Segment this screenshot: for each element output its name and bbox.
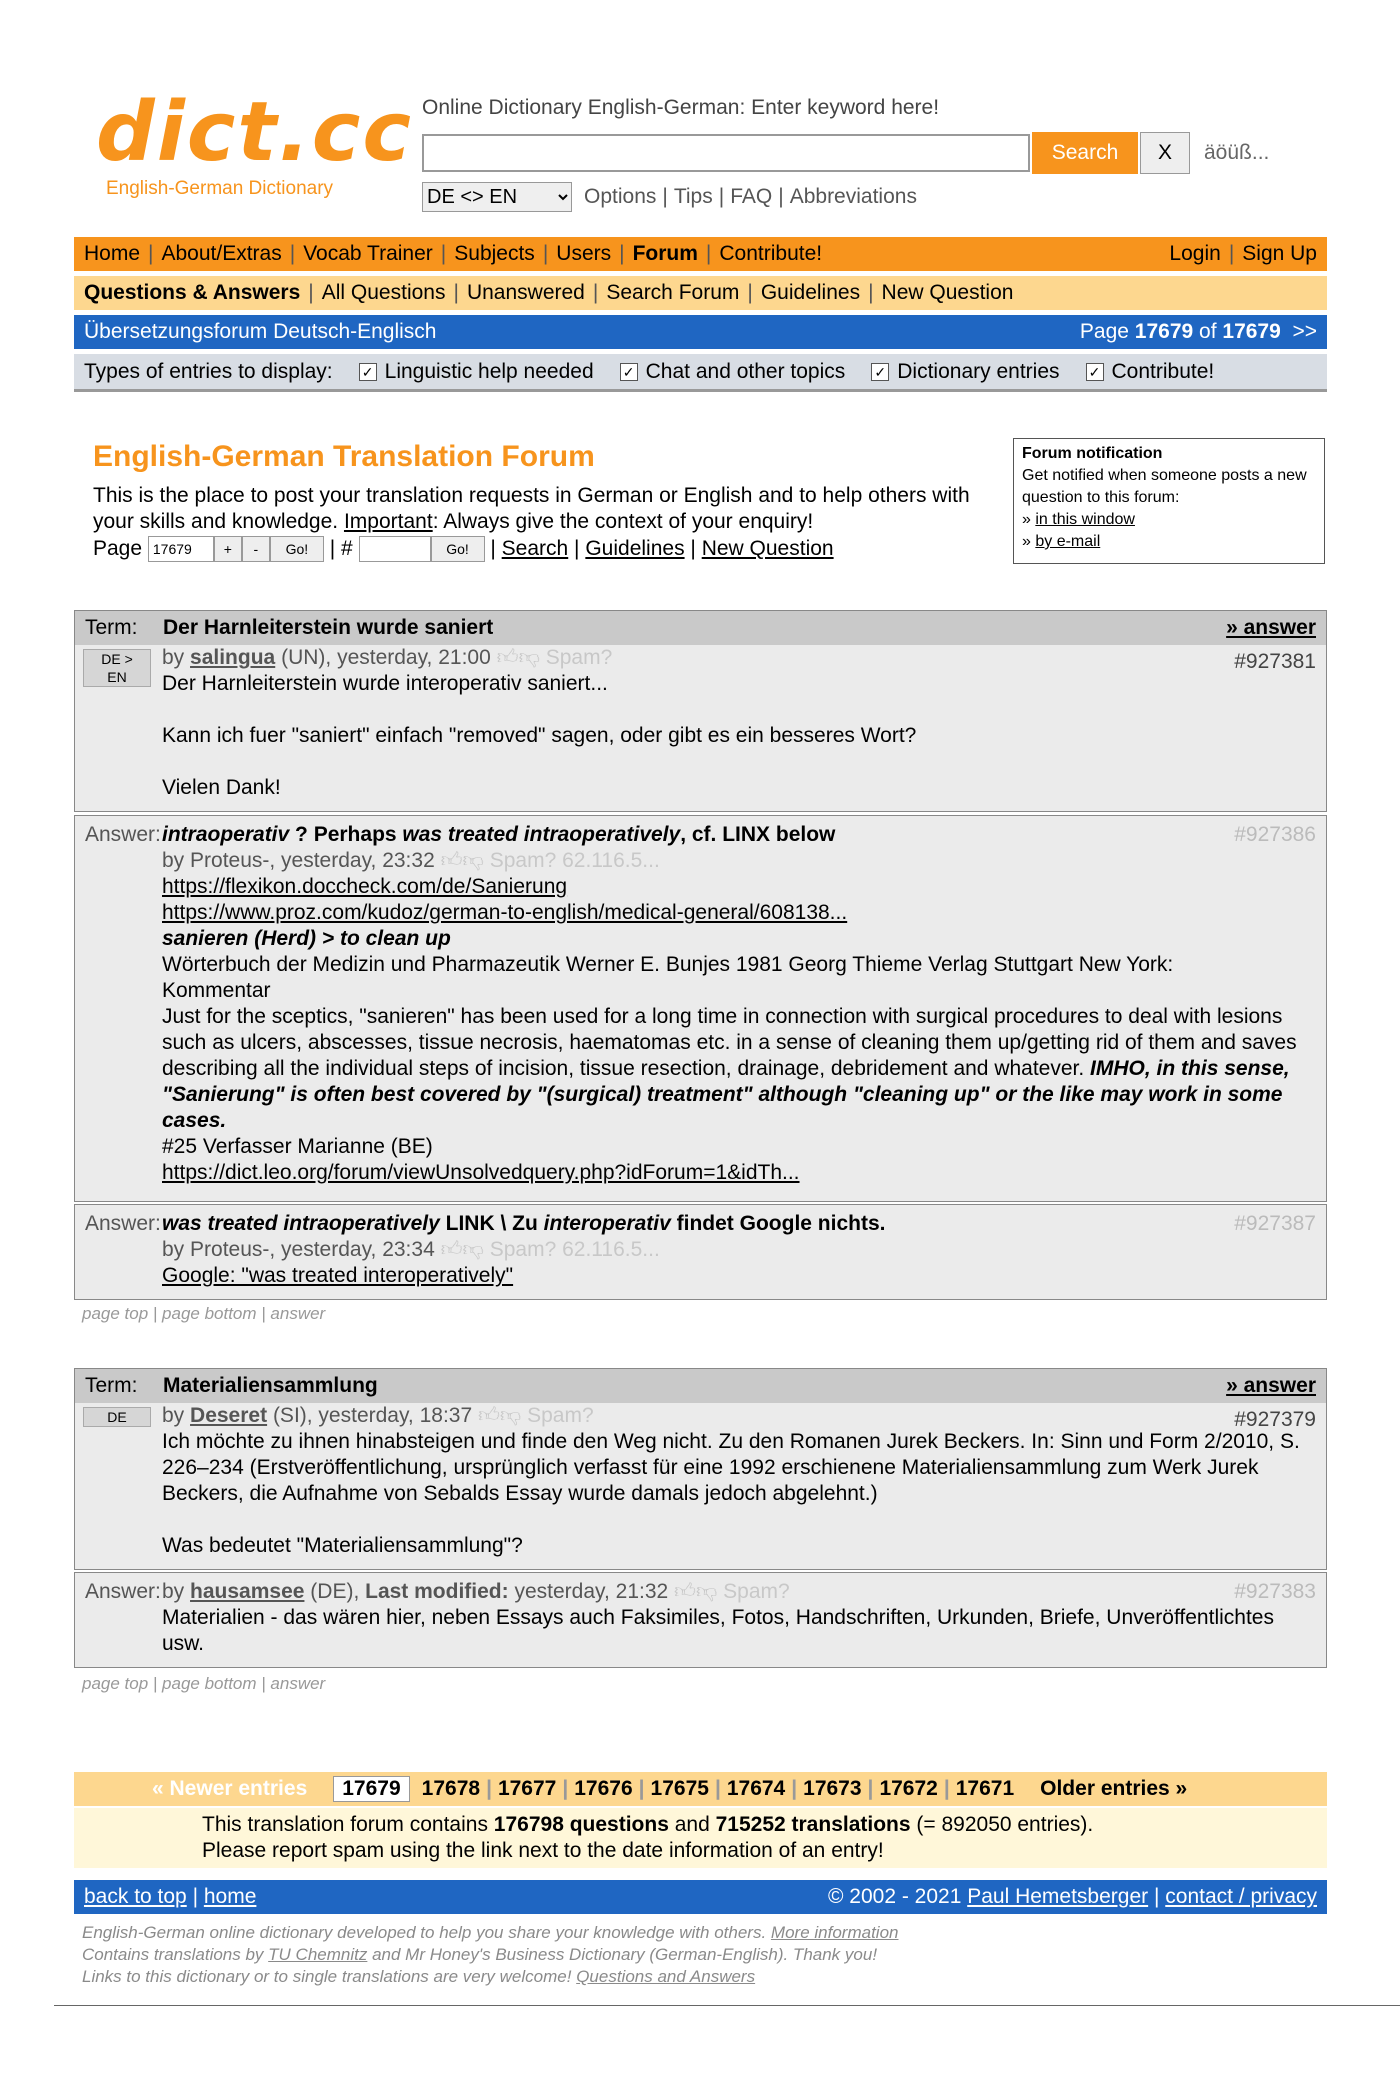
ip-address: 62.116.5... — [562, 1238, 660, 1261]
next-page-link[interactable]: >> — [1292, 320, 1317, 343]
post-number[interactable]: #927383 — [1234, 1580, 1316, 1603]
forum-description: This is the place to post your translation requests in German or English and to help others with your skills and knowledge. Important: Always give the context of your enquiry! — [93, 484, 970, 533]
thumbs-icon[interactable]: 👍︎👎︎ — [496, 646, 540, 669]
nav-subjects[interactable]: Subjects — [454, 242, 535, 265]
term-label: Term: — [85, 616, 138, 639]
answer-link-url[interactable]: https://dict.leo.org/forum/viewUnsolvedquery.php?idForum=1&idTh... — [162, 1161, 800, 1184]
answer-post: Answer: #927386 intraoperativ ? Perhaps was treated intraoperatively, cf. LINX below by Proteus-, yesterday, 23:32 👍︎👎︎ Spam? 62.116.5... https://flexikon.doccheck.com/de/Sanierung https://www.proz.com/kudoz/german-to-english/medical-general/608138... sanieren (Herd) > to clean up Wörterbuch der Medizin und Pharmazeutik Werner E. Bunjes 1981 Georg Thieme Verlag Stuttgart New York: Kommentar Just for the sceptics, "sanieren" has been used for a long time in connection with surgical procedures to deal with lesions such as ulcers, abscesses, tissue necrosis, haematomas etc. in a sense of cleaning them up/getting rid of them and saves describing all the individual steps of incision, tissue resection, drainage, debridement and whatever. IMHO, in this sense, "Sanierung" is often best covered by "(surgical) treatment" although "cleaning up" or the like may work in some cases. #25 Verfasser Marianne (BE) https://dict.leo.org/forum/viewUnsolvedquery.php?idForum=1&idTh... — [85, 823, 1316, 1184]
post-text: Kann ich fuer "saniert" einfach "removed" sagen, oder gibt es ein besseres Wort? — [162, 724, 917, 747]
post-number[interactable]: #927386 — [1234, 823, 1316, 846]
pagination: « Newer entries 17679 17678 | 17677 | 17676 | 17675 | 17674 | 17673 | 17672 | 17671 Older entries » — [74, 1772, 1327, 1806]
answer-link-url[interactable]: Google: "was treated interoperatively" — [162, 1264, 514, 1287]
spam-link[interactable]: Spam? — [723, 1580, 790, 1603]
question-post: DE > EN #927381 by salingua (UN), yesterday, 21:00 👍︎👎︎ Spam? Der Harnleiterstein wurde interoperativ saniert... Kann ich fuer "saniert" einfach "removed" sagen, oder gibt es ein besseres Wort? Vielen Dank! — [75, 645, 1326, 809]
answer-label: Answer: — [85, 1580, 161, 1603]
page-link[interactable]: 17674 — [726, 1777, 786, 1800]
post-text: Vielen Dank! — [162, 776, 281, 799]
nav-users[interactable]: Users — [556, 242, 612, 265]
post-text: Materialien - das wären hier, neben Essays auch Faksimiles, Fotos, Handschriften, Urkunden, Briefe, Unveröffentlichtes usw. — [162, 1606, 1274, 1655]
signup-link[interactable]: Sign Up — [1242, 242, 1317, 265]
thread-footer-links[interactable]: page top | page bottom | answer — [82, 1304, 326, 1323]
login-link[interactable]: Login — [1169, 242, 1221, 265]
answer-label: Answer: — [85, 823, 161, 846]
term-title: Materialiensammlung — [163, 1374, 378, 1397]
page-link[interactable]: 17675 — [650, 1777, 709, 1800]
nav-contribute[interactable]: Contribute! — [719, 242, 823, 265]
abbreviations-link[interactable]: Abbreviations — [789, 185, 917, 208]
type-linguistic[interactable]: Linguistic help needed — [384, 359, 594, 383]
forum-new-question-link[interactable]: New Question — [701, 537, 834, 560]
newer-entries-link[interactable]: « Newer entries — [152, 1777, 308, 1800]
post-number[interactable]: #927381 — [1234, 650, 1316, 673]
footer-bar: back to top | home © 2002 - 2021 Paul Hemetsberger | contact / privacy — [74, 1880, 1327, 1914]
ip-address: 62.116.5... — [562, 849, 660, 872]
thumbs-icon[interactable]: 👍︎👎︎ — [440, 1238, 484, 1261]
entry-hash-label: | # — [329, 537, 353, 560]
more-info-link[interactable]: More information — [770, 1923, 899, 1942]
search-button[interactable]: Search — [1032, 132, 1138, 174]
search-input[interactable] — [422, 134, 1030, 172]
page-link[interactable]: 17673 — [803, 1777, 862, 1800]
post-number[interactable]: #927387 — [1234, 1212, 1316, 1235]
notify-email-link[interactable]: by e-mail — [1035, 533, 1101, 550]
post-text: Der Harnleiterstein wurde interoperativ saniert... — [162, 672, 608, 695]
page-plus-button[interactable]: + — [214, 536, 242, 562]
subnav-questions-answers[interactable]: Questions & Answers — [84, 281, 301, 304]
forum-notification-box: Forum notification Get notified when someone posts a new question to this forum: » in this window » by e-mail — [1013, 438, 1325, 564]
answer-post: Answer: #927387 was treated intraoperatively LINK \ Zu interoperativ findet Google nichts. by Proteus-, yesterday, 23:34 👍︎👎︎ Spam? 62.116.5... Google: "was treated interoperatively" — [85, 1212, 1316, 1287]
type-dictionary[interactable]: Dictionary entries — [897, 359, 1060, 383]
page-link[interactable]: 17671 — [955, 1777, 1015, 1800]
subnav-guidelines[interactable]: Guidelines — [760, 281, 861, 304]
question-post: DE #927379 by Deseret (SI), yesterday, 18:37 👍︎👎︎ Spam? Ich möchte zu ihnen hinabsteigen und finde den Weg nicht. Zu den Romanen Jurek Beckers. In: Sinn und Form 2/2010, S. 226–234 (Erstveröffentlichung, ursprünglich verfasst für eine 1992 erschienene Materialiensammlung zum Werk Jurek Beckers, die Aufnahme von Sebalds Essay wurde damals jedoch abgelehnt.) Was bedeutet "Materialiensammlung"? — [75, 1403, 1326, 1567]
post-text: Ich möchte zu ihnen hinabsteigen und finde den Weg nicht. Zu den Romanen Jurek Beckers. In: Sinn und Form 2/2010, S. 226–234 (Erstveröffentlichung, ursprünglich verfasst für eine 1992 erschienene Materialiensammlung zum Werk Jurek Beckers, die Aufnahme von Sebalds Essay wurde damals jedoch abgelehnt.) — [162, 1430, 1300, 1505]
notification-title: Forum notification — [1022, 445, 1163, 462]
forum-subnav: Questions & Answers | All Questions | Unanswered | Search Forum | Guidelines | New Question — [74, 276, 1327, 310]
language-flag: DE — [83, 1407, 151, 1427]
subnav-search-forum[interactable]: Search Forum — [606, 281, 740, 304]
page-jump: Page 17679 + - Go! | # Go! | Search | Guidelines | New Question — [93, 536, 834, 562]
answer-link[interactable]: » answer — [1226, 616, 1316, 639]
page-link[interactable]: 17676 — [574, 1777, 633, 1800]
page-of: of — [1199, 320, 1217, 343]
notify-window-link[interactable]: in this window — [1035, 511, 1135, 528]
subnav-unanswered[interactable]: Unanswered — [466, 281, 585, 304]
page-jump-label: Page — [93, 537, 143, 560]
entry-go-button[interactable]: Go! — [431, 536, 485, 562]
answer-block — [74, 815, 1327, 1202]
older-entries-link[interactable]: Older entries » — [1040, 1777, 1188, 1800]
spam-link[interactable]: Spam? — [489, 849, 557, 872]
nav-forum[interactable]: Forum — [632, 242, 698, 265]
nav-home[interactable]: Home — [84, 242, 141, 265]
nav-about[interactable]: About/Extras — [161, 242, 282, 265]
page-minus-button[interactable]: - — [242, 536, 270, 562]
thread-footer-links[interactable]: page top | page bottom | answer — [82, 1674, 326, 1693]
type-chat[interactable]: Chat and other topics — [645, 359, 846, 383]
search-area: Online Dictionary English-German: Enter keyword here! Search X äöüß... DE <> EN Options | Tips | FAQ | Abbreviations — [422, 96, 1322, 212]
thumbs-icon[interactable]: 👍︎👎︎ — [477, 1404, 522, 1427]
language-flag: DE > EN — [83, 649, 151, 687]
user-link[interactable]: salingua — [190, 646, 276, 669]
back-to-top-link[interactable]: back to top — [84, 1885, 187, 1908]
checkbox-contribute[interactable]: ✓ — [1086, 363, 1104, 381]
term-title: Der Harnleiterstein wurde saniert — [163, 616, 494, 639]
forum-stats: This translation forum contains 176798 questions and 715252 translations (= 892050 entries). Please report spam using the link next to the date information of an entry! — [74, 1808, 1327, 1868]
fine-print: English-German online dictionary developed to help you share your knowledge with others. More information Contains translations by TU Chemnitz and Mr Honey's Business Dictionary (German-English). Thank you! Links to this dictionary or to single translations are very welcome! Questions and Answers — [82, 1923, 899, 1986]
search-prompt: Online Dictionary English-German: Enter keyword here! — [422, 96, 940, 119]
page-link[interactable]: 17678 — [421, 1777, 481, 1800]
checkbox-linguistic[interactable]: ✓ — [359, 363, 377, 381]
entry-type-filter — [74, 354, 1327, 392]
qa-link[interactable]: Questions and Answers — [576, 1967, 756, 1986]
page-number-input[interactable] — [148, 536, 214, 562]
spam-link[interactable]: Spam? — [545, 646, 613, 669]
page-go-button[interactable]: Go! — [270, 536, 324, 562]
thread-question — [74, 1368, 1327, 1570]
author-link[interactable]: Paul Hemetsberger — [967, 1885, 1149, 1908]
user-link[interactable]: hausamsee — [190, 1580, 305, 1603]
page-link[interactable]: 17677 — [497, 1777, 557, 1800]
checkbox-chat[interactable]: ✓ — [620, 363, 638, 381]
answer-link-url[interactable]: https://www.proz.com/kudoz/german-to-english/medical-general/608138... — [162, 901, 848, 924]
faq-link[interactable]: FAQ — [730, 185, 773, 208]
answer-label: Answer: — [85, 1212, 161, 1235]
logo[interactable] — [96, 85, 416, 200]
logo-text[interactable]: dict.cc — [96, 85, 413, 180]
types-label: Types of entries to display: — [84, 359, 333, 383]
thumbs-icon[interactable]: 👍︎👎︎ — [440, 849, 484, 872]
nav-vocab-trainer[interactable]: Vocab Trainer — [303, 242, 433, 265]
page-link[interactable]: 17672 — [879, 1777, 938, 1800]
thread-question — [74, 610, 1327, 812]
contact-link[interactable]: contact / privacy — [1165, 1885, 1317, 1908]
spam-link[interactable]: Spam? — [489, 1238, 557, 1261]
post-number[interactable]: #927379 — [1234, 1408, 1316, 1431]
logo-subtitle: English-German Dictionary — [106, 178, 334, 199]
post-text: Was bedeutet "Materialiensammlung"? — [162, 1534, 523, 1557]
answer-block — [74, 1572, 1327, 1668]
page-total: 17679 — [1222, 320, 1281, 343]
thumbs-icon[interactable]: 👍︎👎︎ — [674, 1580, 718, 1603]
copyright: © 2002 - 2021 — [827, 1885, 962, 1908]
home-link[interactable]: home — [203, 1885, 257, 1908]
options-link[interactable]: Options — [584, 185, 657, 208]
term-header — [75, 1369, 1326, 1403]
tu-chemnitz-link[interactable]: TU Chemnitz — [268, 1945, 368, 1964]
page-link[interactable]: 17679 — [333, 1776, 409, 1802]
main-nav: Home | About/Extras | Vocab Trainer | Subjects | Users | Forum | Contribute! Login | Sign Up — [74, 237, 1327, 271]
answer-post: Answer: #927383 by hausamsee (DE), Last modified: yesterday, 21:32 👍︎👎︎ Spam? Materialien - das wären hier, neben Essays auch Faksimiles, Fotos, Handschriften, Urkunden, Briefe, Unveröffentlichtes usw. — [85, 1580, 1316, 1655]
answer-link[interactable]: » answer — [1226, 1374, 1316, 1397]
entry-number-input[interactable] — [359, 536, 431, 562]
subnav-all-questions[interactable]: All Questions — [321, 281, 446, 304]
type-contribute[interactable]: Contribute! — [1111, 359, 1215, 383]
special-characters-link[interactable]: äöüß... — [1204, 141, 1270, 164]
page-label: Page — [1079, 320, 1129, 343]
notification-text: Get notified when someone posts a new question to this forum: — [1022, 467, 1307, 506]
forum-search-link[interactable]: Search — [501, 537, 569, 560]
forum-header-bar — [74, 315, 1327, 349]
page-current: 17679 — [1134, 320, 1194, 343]
spam-link[interactable]: Spam? — [527, 1404, 594, 1427]
forum-title: English-German Translation Forum — [93, 440, 595, 473]
answer-block — [74, 1204, 1327, 1300]
tips-link[interactable]: Tips — [673, 185, 713, 208]
language-select[interactable] — [422, 182, 572, 212]
clear-button[interactable]: X — [1140, 132, 1190, 174]
term-label: Term: — [85, 1374, 138, 1397]
subnav-new-question[interactable]: New Question — [881, 281, 1014, 304]
answer-link-url[interactable]: https://flexikon.doccheck.com/de/Sanierung — [162, 875, 568, 898]
forum-guidelines-link[interactable]: Guidelines — [585, 537, 685, 560]
forum-name: Übersetzungsforum Deutsch-Englisch — [84, 320, 437, 343]
checkbox-dictionary[interactable]: ✓ — [871, 363, 889, 381]
user-link[interactable]: Deseret — [190, 1404, 268, 1427]
divider — [54, 2005, 1400, 2006]
term-header — [75, 611, 1326, 645]
